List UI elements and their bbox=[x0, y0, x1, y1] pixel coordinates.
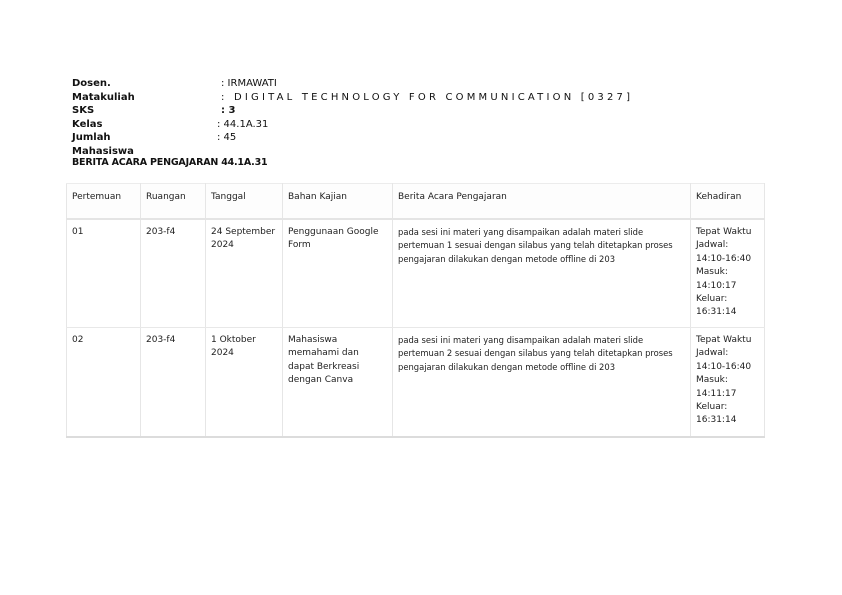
kehadiran-jadwal: 14:10-16:40 bbox=[696, 253, 752, 264]
table-row bbox=[67, 219, 765, 328]
kehadiran-masuk: 14:11:17 bbox=[696, 388, 737, 399]
header-kehadiran: Kehadiran bbox=[691, 184, 765, 220]
cell-tanggal: 24 September 2024 bbox=[206, 219, 283, 328]
table-row bbox=[67, 328, 765, 438]
cell-tanggal: 1 Oktober 2024 bbox=[206, 328, 283, 438]
cell-berita-acara: pada sesi ini materi yang disampaikan adalah materi slide pertemuan 2 sesuai dengan silabus yang telah ditetapkan proses pengajaran dilakukan dengan metode offline di 203 bbox=[393, 328, 691, 438]
kehadiran-keluar: 16:31:14 bbox=[696, 415, 737, 426]
kehadiran-keluar-label: Keluar: bbox=[696, 294, 728, 305]
sks-value: : 3 bbox=[221, 105, 236, 117]
kehadiran-status: Tepat Waktu bbox=[696, 227, 752, 237]
kehadiran-masuk-label: Masuk: bbox=[696, 267, 728, 278]
jumlah-label: Jumlah Mahasiswa bbox=[72, 132, 134, 157]
sks-label: SKS bbox=[72, 105, 95, 117]
kelas-label: Kelas bbox=[72, 118, 103, 130]
kehadiran-masuk: 14:10:17 bbox=[696, 280, 737, 291]
header-pertemuan: Pertemuan bbox=[67, 184, 141, 220]
kehadiran-keluar-label: Keluar: bbox=[696, 402, 728, 413]
dosen-label: Dosen. bbox=[72, 78, 111, 89]
header-tanggal: Tanggal bbox=[206, 184, 283, 220]
kehadiran-jadwal-label: Jadwal: bbox=[696, 240, 729, 251]
cell-bahan-kajian: Mahasiswa memahami dan dapat Berkreasi dengan Canva bbox=[283, 328, 393, 438]
cell-pertemuan: 02 bbox=[67, 328, 141, 438]
header-berita-acara: Berita Acara Pengajaran bbox=[393, 184, 691, 220]
kelas-value: : 44.1A.31 bbox=[217, 118, 269, 130]
kehadiran-keluar: 16:31:14 bbox=[696, 307, 737, 318]
cell-kehadiran bbox=[691, 328, 765, 438]
cell-ruangan: 203-f4 bbox=[141, 328, 206, 438]
jumlah-value: : 45 bbox=[217, 132, 237, 144]
dosen-value: : IRMAWATI bbox=[221, 78, 277, 89]
table-header-row bbox=[67, 184, 765, 220]
cell-bahan-kajian: Penggunaan Google Form bbox=[283, 219, 393, 328]
kehadiran-status: Tepat Waktu bbox=[696, 335, 752, 345]
cell-ruangan: 203-f4 bbox=[141, 219, 206, 328]
header-bahan-kajian: Bahan Kajian bbox=[283, 184, 393, 220]
cell-pertemuan: 01 bbox=[67, 219, 141, 328]
section-title: BERITA ACARA PENGAJARAN 44.1A.31 bbox=[72, 157, 268, 168]
cell-kehadiran bbox=[691, 219, 765, 328]
header-ruangan: Ruangan bbox=[141, 184, 206, 220]
matakuliah-value: : DIGITAL TECHNOLOGY FOR COMMUNICATION [0327] bbox=[221, 91, 634, 103]
kehadiran-masuk-label: Masuk: bbox=[696, 375, 728, 386]
kehadiran-jadwal: 14:10-16:40 bbox=[696, 361, 752, 372]
attendance-table bbox=[66, 183, 765, 438]
kehadiran-jadwal-label: Jadwal: bbox=[696, 348, 729, 359]
cell-berita-acara: pada sesi ini materi yang disampaikan adalah materi slide pertemuan 1 sesuai dengan silabus yang telah ditetapkan proses pengajaran dilakukan dengan metode offline di 203 bbox=[393, 219, 691, 328]
matakuliah-label: Matakuliah bbox=[72, 91, 135, 103]
